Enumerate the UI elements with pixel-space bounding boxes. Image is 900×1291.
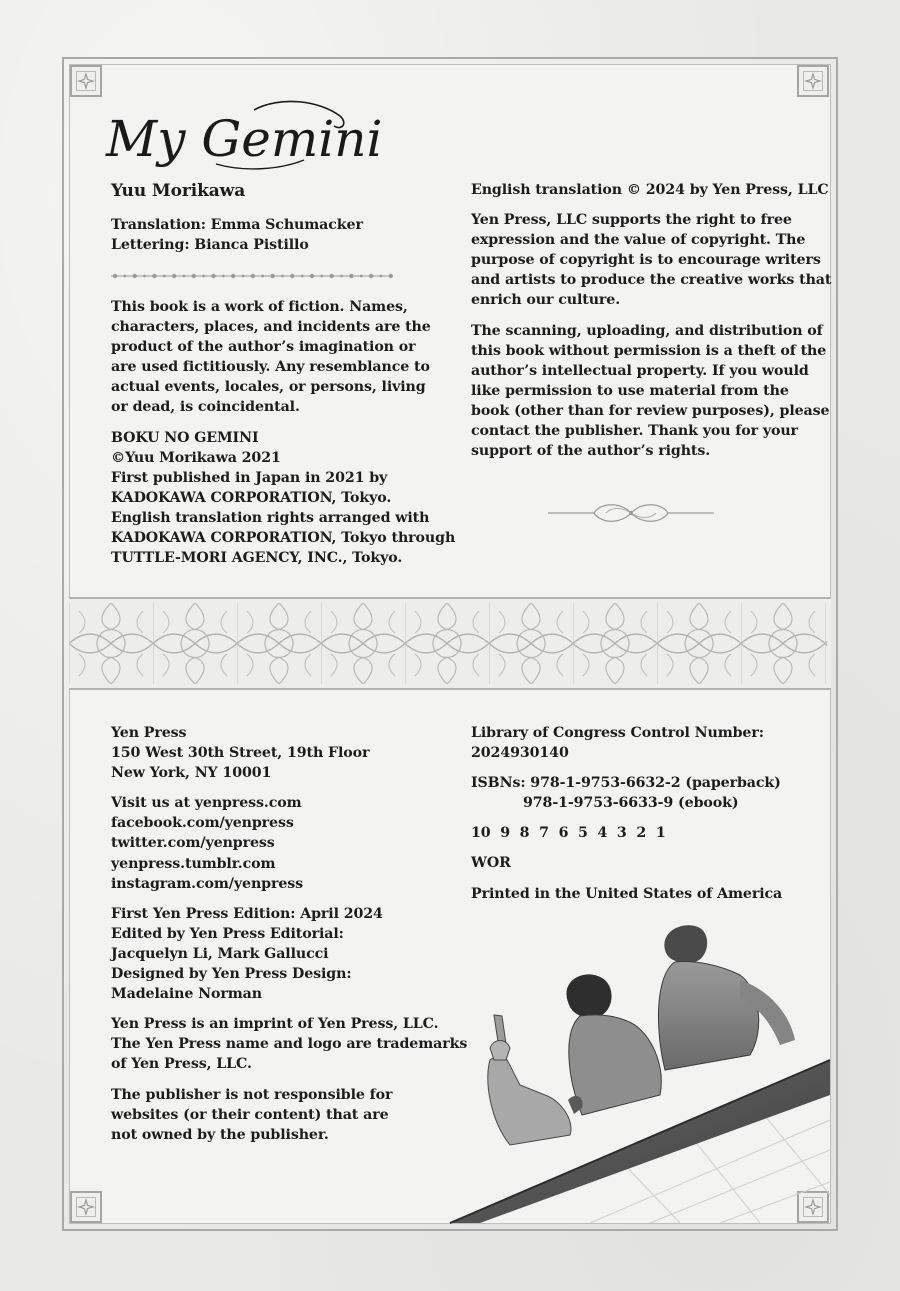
divider-dot: [251, 274, 255, 278]
publisher-street: 150 West 30th Street, 19th Floor: [111, 745, 370, 762]
edition-line: Edited by Yen Press Editorial:: [111, 925, 344, 942]
translation-copyright-line: English translation © 2024 by Yen Press, LLC: [471, 182, 829, 198]
divider-dot: [320, 275, 323, 278]
translation-credit: Translation: Emma Schumacker: [111, 217, 363, 233]
dotted-divider: [111, 271, 391, 281]
printing-numbers: 10 9 8 7 6 5 4 3 2 1: [471, 825, 666, 842]
permission-notice-line: support of the author’s rights.: [471, 443, 711, 460]
original-publication-line: English translation rights arranged with: [111, 509, 430, 526]
divider-dot: [222, 275, 225, 278]
lettering-credit: Lettering: Bianca Pistillo: [111, 237, 309, 254]
divider-dot: [192, 274, 196, 278]
printer-code-text: WOR: [471, 855, 511, 872]
disclaimer-line: not owned by the publisher.: [111, 1126, 329, 1143]
disclaimer-line: The publisher is not responsible for: [111, 1086, 393, 1103]
original-publication-line: KADOKAWA CORPORATION, Tokyo.: [111, 489, 392, 506]
divider-dot: [211, 274, 215, 278]
printing-line: [471, 823, 821, 843]
isbn-paperback: ISBNs: 978-1-9753-6632-2 (paperback): [471, 775, 781, 792]
library-of-congress: [471, 723, 821, 763]
divider-dot: [242, 275, 245, 278]
star-icon: [78, 73, 94, 89]
instagram-link: instagram.com/yenpress: [111, 875, 304, 892]
fiction-notice: [111, 297, 451, 418]
credits: [111, 215, 451, 255]
copyright-value-line: expression and the value of copyright. The: [471, 232, 806, 249]
right-column-bottom: [471, 723, 821, 914]
divider-dot: [172, 274, 176, 278]
divider-dot: [143, 275, 146, 278]
loc-label: Library of Congress Control Number:: [471, 725, 764, 741]
web-links: [111, 793, 451, 893]
divider-dot: [380, 275, 383, 278]
printed-in: [471, 884, 821, 904]
edition-line: Madelaine Norman: [111, 986, 262, 1003]
divider-dot: [310, 274, 314, 278]
copyright-value-line: Yen Press, LLC supports the right to free: [471, 212, 792, 229]
book-title-text: My Gemini: [106, 110, 383, 168]
publisher-address: [111, 723, 451, 783]
fiction-notice-line: actual events, locales, or persons, living: [111, 379, 426, 396]
copyright-value: [471, 210, 832, 310]
divider-dot: [123, 275, 126, 278]
divider-dot: [369, 274, 373, 278]
figure-right: [658, 925, 795, 1070]
facebook-link: facebook.com/yenpress: [111, 815, 294, 832]
copyright-value-line: and artists to produce the creative works that: [471, 272, 832, 289]
corner-ornament-top-left: [70, 65, 102, 97]
divider-dot: [290, 274, 294, 278]
publisher-disclaimer: [111, 1085, 451, 1145]
printer-code: [471, 853, 821, 873]
divider-dot: [113, 274, 117, 278]
divider-dot: [261, 275, 264, 278]
permission-notice-line: author’s intellectual property. If you would: [471, 362, 809, 379]
fiction-notice-line: or dead, is coincidental.: [111, 399, 300, 416]
corner-ornament-top-right: [797, 65, 829, 97]
left-column-bottom: [111, 723, 468, 1155]
divider-dot: [360, 275, 363, 278]
original-publication-line: TUTTLE-MORI AGENCY, INC., Tokyo.: [111, 550, 403, 567]
printed-in-text: Printed in the United States of America: [471, 885, 783, 902]
isbn-block: [471, 773, 821, 813]
permission-notice-line: like permission to use material from the: [471, 382, 789, 399]
divider-dot: [301, 275, 304, 278]
illustration-characters-on-ledge: [450, 920, 830, 1223]
book-title-logo: [104, 98, 383, 174]
divider-dot: [389, 274, 393, 278]
figure-middle: [566, 974, 661, 1115]
permission-notice-line: this book without permission is a theft of the: [471, 342, 827, 359]
fiction-notice-line: product of the author’s imagination or: [111, 339, 416, 356]
original-publication: [111, 428, 456, 569]
imprint-notice: [111, 1014, 468, 1074]
disclaimer-line: websites (or their content) that are: [111, 1106, 389, 1123]
permission-notice-line: book (other than for review purposes), please: [471, 402, 830, 419]
figure-left: [488, 1015, 583, 1145]
divider-dot: [183, 275, 186, 278]
original-publication-line: BOKU NO GEMINI: [111, 429, 259, 446]
permission-notice: [471, 321, 830, 462]
edition-line: Designed by Yen Press Design:: [111, 966, 352, 983]
divider-dot: [340, 275, 343, 278]
translation-copyright: [471, 180, 829, 200]
divider-dot: [163, 275, 166, 278]
right-column-top: [471, 180, 832, 471]
fiction-notice-line: are used fictitiously. Any resemblance to: [111, 359, 430, 376]
permission-notice-line: The scanning, uploading, and distribution of: [471, 322, 823, 339]
edition-info: [111, 904, 451, 1004]
corner-ornament-bottom-left: [70, 1191, 102, 1223]
star-icon: [78, 1199, 94, 1215]
divider-dot: [349, 274, 353, 278]
imprint-line: of Yen Press, LLC.: [111, 1056, 252, 1073]
left-column-notices: [111, 297, 456, 578]
edition-line: First Yen Press Edition: April 2024: [111, 905, 383, 922]
imprint-line: Yen Press is an imprint of Yen Press, LLC.: [111, 1016, 439, 1033]
isbn-ebook: 978-1-9753-6633-9 (ebook): [523, 795, 739, 812]
decorative-lattice-band: [69, 597, 831, 690]
author-name: Yuu Morikawa: [111, 181, 246, 201]
publisher-city: New York, NY 10001: [111, 765, 272, 782]
original-publication-line: First published in Japan in 2021 by: [111, 469, 388, 486]
original-publication-line: KADOKAWA CORPORATION, Tokyo through: [111, 530, 456, 547]
copyright-value-line: purpose of copyright is to encourage writers: [471, 252, 821, 269]
original-publication-line: ©Yuu Morikawa 2021: [111, 449, 281, 466]
divider-dot: [231, 274, 235, 278]
flourish-ornament: [546, 498, 716, 528]
fiction-notice-line: This book is a work of fiction. Names,: [111, 299, 408, 315]
website-link: Visit us at yenpress.com: [111, 795, 302, 812]
left-column-top: [111, 180, 451, 265]
loc-number: 2024930140: [471, 745, 569, 762]
fiction-notice-line: characters, places, and incidents are the: [111, 319, 431, 336]
star-icon: [805, 73, 821, 89]
edition-line: Jacquelyn Li, Mark Gallucci: [111, 945, 329, 962]
divider-dot: [152, 274, 156, 278]
divider-dot: [133, 274, 137, 278]
tumblr-link: yenpress.tumblr.com: [111, 855, 276, 872]
divider-dot: [281, 275, 284, 278]
publisher-name: Yen Press: [111, 725, 187, 741]
permission-notice-line: contact the publisher. Thank you for your: [471, 423, 798, 440]
divider-dot: [270, 274, 274, 278]
divider-dot: [330, 274, 334, 278]
divider-dot: [202, 275, 205, 278]
twitter-link: twitter.com/yenpress: [111, 835, 275, 852]
imprint-line: The Yen Press name and logo are trademarks: [111, 1036, 468, 1053]
copyright-value-line: enrich our culture.: [471, 292, 621, 309]
